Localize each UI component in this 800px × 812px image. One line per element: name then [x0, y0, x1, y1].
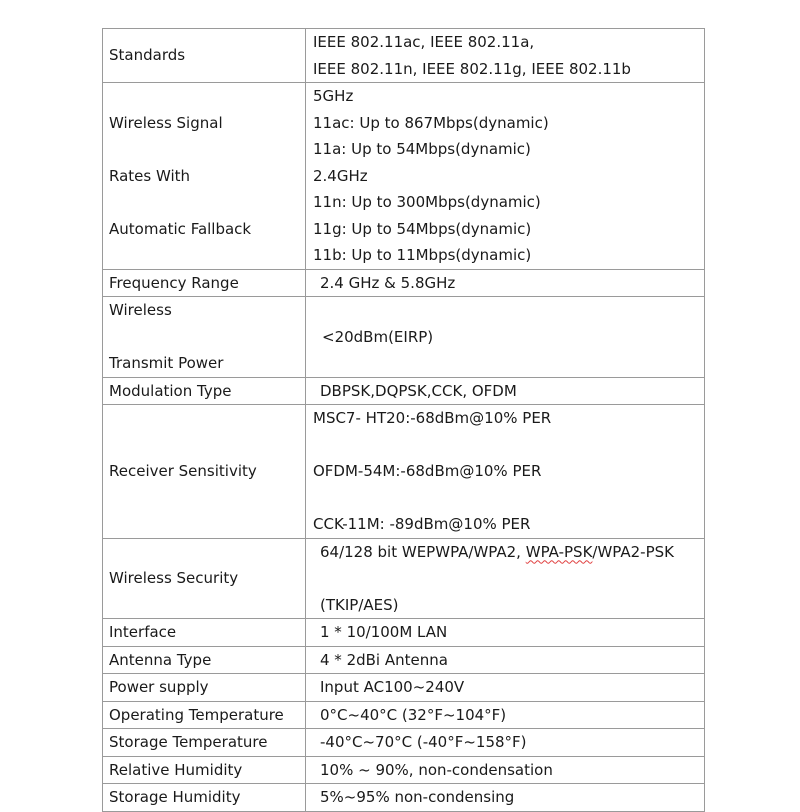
value-line: 4 * 2dBi Antenna: [320, 650, 448, 669]
value-cell: [306, 269, 705, 297]
row-storage-temperature: [103, 729, 705, 757]
row-storage-humidity: [103, 784, 705, 812]
row-transmit-power: [103, 297, 705, 378]
value-cell: [306, 538, 705, 619]
label-line: Modulation Type: [109, 381, 232, 400]
label-cell: [103, 784, 306, 812]
row-wireless-security: [103, 538, 705, 619]
value-line: 2.4GHz: [313, 166, 368, 185]
value-line: IEEE 802.11ac, IEEE 802.11a,: [313, 33, 535, 51]
value-cell: [306, 405, 705, 539]
value-line: 5GHz: [313, 87, 354, 105]
value-line: OFDM-54M:-68dBm@10% PER: [313, 462, 542, 480]
label-line: Frequency Range: [109, 273, 239, 292]
value-cell: [306, 729, 705, 757]
value-line: 1 * 10/100M LAN: [320, 623, 448, 641]
value-line: DBPSK,DQPSK,CCK, OFDM: [320, 381, 517, 400]
label-line: Interface: [109, 623, 177, 641]
value-cell: [306, 29, 705, 83]
row-standards: [103, 29, 705, 83]
label-line: Rates With: [109, 166, 191, 185]
label-cell: [103, 674, 306, 702]
value-cell: [306, 297, 705, 378]
label-cell: [103, 756, 306, 784]
label-cell: [103, 619, 306, 647]
row-relative-humidity: [103, 756, 705, 784]
value-line: 0°C~40°C (32°F~104°F): [320, 705, 507, 724]
spellcheck-underline: WPA-PSK: [525, 542, 593, 561]
row-modulation-type: [103, 377, 705, 405]
label-cell: [103, 729, 306, 757]
row-power-supply: [103, 674, 705, 702]
value-line: 10% ~ 90%, non-condensation: [320, 760, 553, 779]
row-operating-temperature: [103, 701, 705, 729]
label-line: Wireless Signal: [109, 113, 223, 132]
row-interface: [103, 619, 705, 647]
value-cell: [306, 83, 705, 270]
label-cell: [103, 29, 306, 83]
value-line: -40°C~70°C (-40°F~158°F): [320, 733, 527, 751]
label-cell: [103, 701, 306, 729]
label-line: Wireless Security: [109, 569, 239, 587]
label-cell: [103, 83, 306, 270]
label-line: Relative Humidity: [109, 760, 243, 779]
spec-table: [102, 28, 705, 812]
value-cell: [306, 784, 705, 812]
label-line: Storage Humidity: [109, 788, 241, 806]
row-receiver-sensitivity: [103, 405, 705, 539]
label-cell: [103, 646, 306, 674]
value-line: 11n: Up to 300Mbps(dynamic): [313, 193, 541, 211]
value-line: 11ac: Up to 867Mbps(dynamic): [313, 113, 549, 132]
label-line: Antenna Type: [109, 650, 212, 669]
label-cell: [103, 297, 306, 378]
label-line: Receiver Sensitivity: [109, 462, 257, 480]
value-line: 11g: Up to 54Mbps(dynamic): [313, 219, 532, 238]
label-line: Storage Temperature: [109, 733, 268, 751]
label-cell: [103, 405, 306, 539]
value-line: 11b: Up to 11Mbps(dynamic): [313, 246, 532, 264]
value-cell: [306, 756, 705, 784]
label-cell: [103, 377, 306, 405]
value-line: 64/128 bit WEPWPA/WPA2, WPA-PSK/WPA2-PSK: [320, 542, 674, 561]
value-line: MSC7- HT20:-68dBm@10% PER: [313, 409, 552, 427]
label-standards: Standards: [109, 46, 186, 65]
label-line: Automatic Fallback: [109, 219, 252, 238]
label-line: Power supply: [109, 678, 209, 696]
row-antenna-type: [103, 646, 705, 674]
value-cell: [306, 619, 705, 647]
value-line: 11a: Up to 54Mbps(dynamic): [313, 140, 531, 158]
value-line: <20dBm(EIRP): [322, 327, 434, 346]
row-frequency-range: [103, 269, 705, 297]
value-cell: [306, 701, 705, 729]
value-cell: [306, 674, 705, 702]
label-cell: [103, 269, 306, 297]
label-line: Wireless: [109, 301, 172, 319]
value-cell: [306, 377, 705, 405]
value-line: Input AC100~240V: [320, 678, 465, 696]
row-wireless-signal-rates: [103, 83, 705, 270]
value-line: (TKIP/AES): [320, 595, 399, 614]
label-line: Operating Temperature: [109, 705, 284, 724]
label-cell: [103, 538, 306, 619]
value-line: 5%~95% non-condensing: [320, 788, 515, 806]
value-line: IEEE 802.11n, IEEE 802.11g, IEEE 802.11b: [313, 59, 631, 78]
value-cell: [306, 646, 705, 674]
value-line: 2.4 GHz & 5.8GHz: [320, 273, 456, 292]
value-line: CCK-11M: -89dBm@10% PER: [313, 515, 531, 533]
label-line: Transmit Power: [109, 354, 224, 372]
